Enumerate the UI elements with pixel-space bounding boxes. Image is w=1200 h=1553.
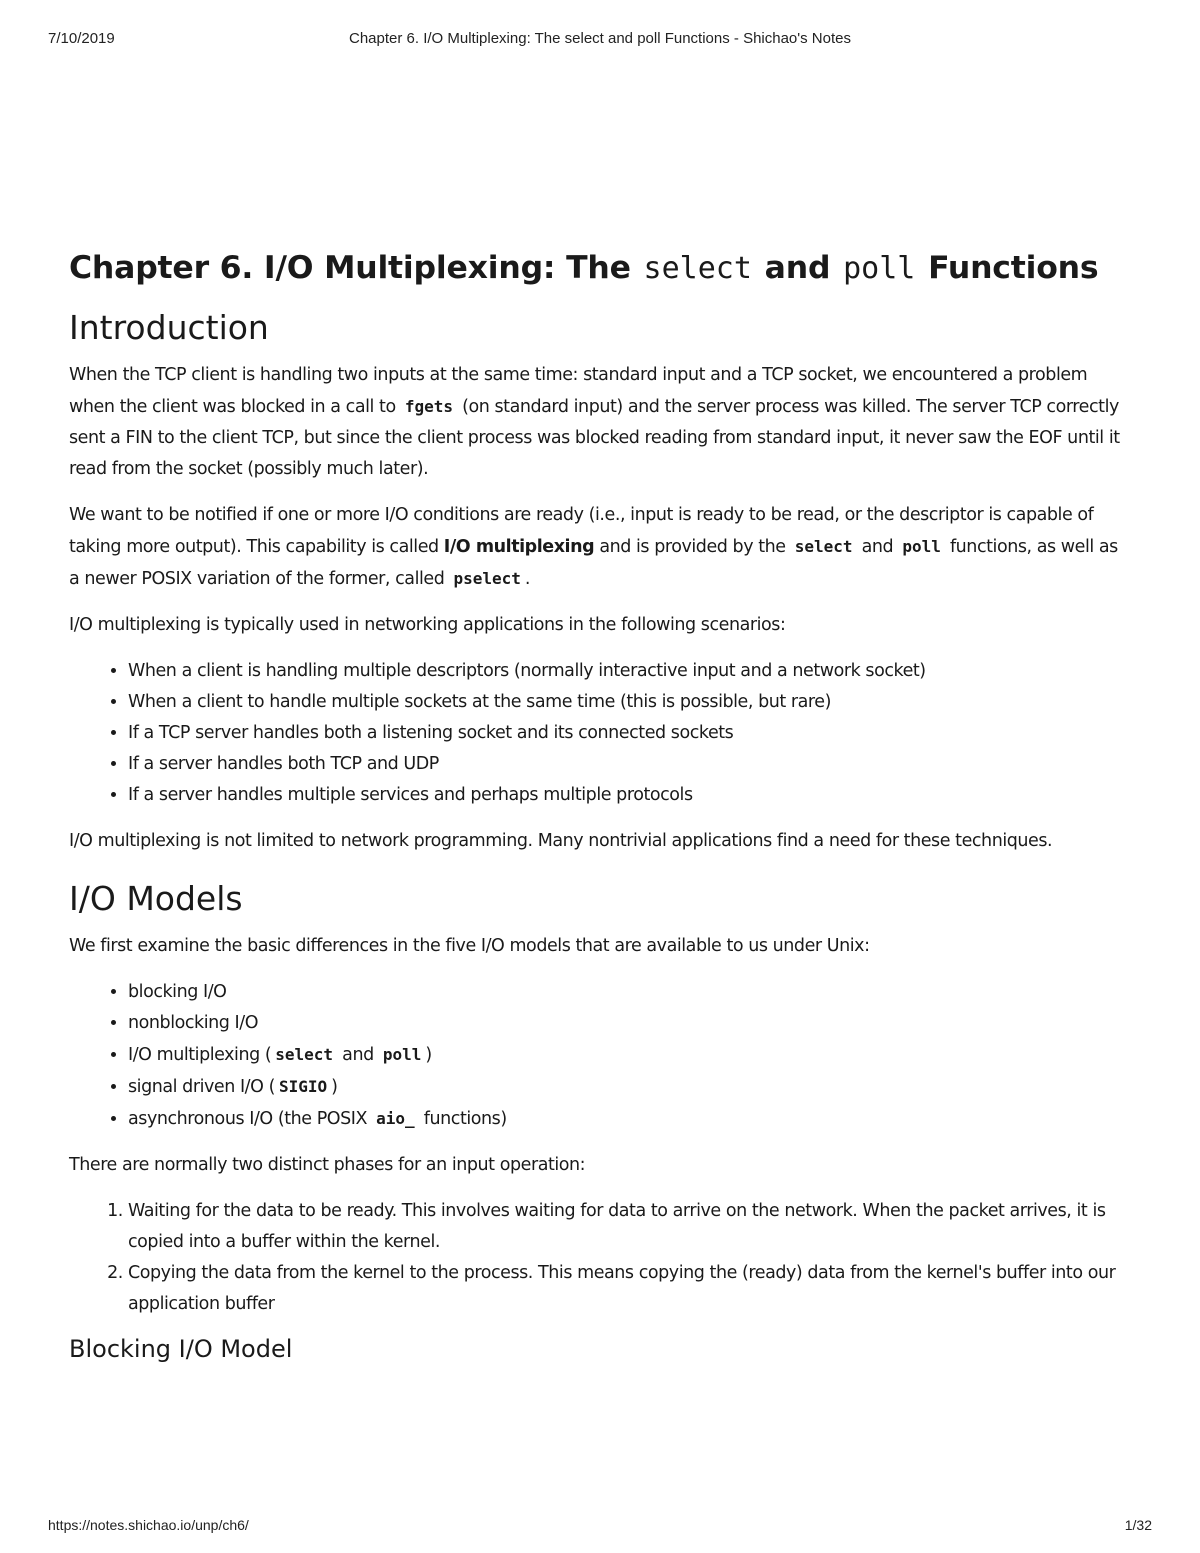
intro-paragraph-3: I/O multiplexing is typically used in networking applications in the following scenarios: <box>69 615 786 635</box>
title-code-poll: poll <box>843 251 916 286</box>
intro-paragraph-2 <box>69 500 1129 595</box>
text: and <box>856 537 899 557</box>
list-item: • When a client to handle multiple sockets at the same time (this is possible, but rare) <box>128 687 1129 718</box>
code-poll: poll <box>902 537 941 556</box>
text: ) <box>425 1045 432 1065</box>
list-item <box>128 1103 1129 1135</box>
models-paragraph-1: We first examine the basic differences in the five I/O models that are available to us under Unix: <box>69 936 870 956</box>
text: and is provided by the <box>594 537 791 557</box>
list-item: 1. Waiting for the data to be ready. This involves waiting for data to arrive on the network. When the packet arrives, it is copied into a buffer within the kernel. <box>128 1196 1129 1258</box>
title-text: Chapter 6. I/O Multiplexing: The <box>69 250 642 286</box>
intro-paragraph-1 <box>69 360 1129 485</box>
list-item: • If a server handles multiple services and perhaps multiple protocols <box>128 780 1129 811</box>
scenarios-list <box>69 656 1129 811</box>
list-item: • If a TCP server handles both a listening socket and its connected sockets <box>128 718 1129 749</box>
chapter-title <box>69 248 1129 289</box>
text: and <box>337 1045 379 1065</box>
title-code-select: select <box>643 251 752 286</box>
print-url: https://notes.shichao.io/unp/ch6/ <box>48 1517 249 1533</box>
code-pselect: pselect <box>453 569 521 588</box>
print-header <box>48 30 1152 50</box>
text: asynchronous I/O (the POSIX <box>128 1109 373 1129</box>
title-text: and <box>753 250 842 286</box>
text: When the TCP client is handling two inputs at the same time: standard input and a TCP socket, we encountered a problem when the client was blocked in a call to <box>69 365 1088 417</box>
io-models-list <box>69 977 1129 1135</box>
text: We want to be notified if one or more I/O conditions are ready (i.e., input is ready to be read, or the descriptor is capable of taking more output). This capability is called <box>69 505 1094 557</box>
heading-introduction: Introduction <box>69 308 269 347</box>
code-fgets: fgets <box>404 397 453 416</box>
list-item: • nonblocking I/O <box>128 1008 1129 1039</box>
page-number: 1/32 <box>1124 1517 1152 1533</box>
list-item: 2. Copying the data from the kernel to the process. This means copying the (ready) data from the kernel's buffer into our application buffer <box>128 1258 1129 1320</box>
list-item <box>128 1039 1129 1071</box>
list-item: • When a client is handling multiple descriptors (normally interactive input and a network socket) <box>128 656 1129 687</box>
phases-list <box>69 1196 1129 1320</box>
code-select: select <box>794 537 853 556</box>
heading-blocking-io-model: Blocking I/O Model <box>69 1335 293 1363</box>
title-text: Functions <box>917 250 1099 286</box>
text: functions) <box>418 1109 507 1129</box>
print-page-title: Chapter 6. I/O Multiplexing: The select and poll Functions - Shichao's Notes <box>348 30 851 47</box>
code-poll: poll <box>382 1045 422 1064</box>
text: functions, as well as a newer POSIX variation of the former, called <box>69 537 1118 589</box>
code-select: select <box>275 1045 334 1064</box>
text: ) <box>331 1077 338 1097</box>
text: signal driven I/O ( <box>128 1077 275 1097</box>
text: . <box>524 569 531 589</box>
article <box>69 248 1129 1365</box>
code-aio: aio_ <box>376 1109 415 1128</box>
heading-io-models: I/O Models <box>69 879 243 918</box>
print-date: 7/10/2019 <box>48 30 115 47</box>
text: (on standard input) and the server process was killed. The server TCP correctly sent a FIN to the client TCP, but since the client process was blocked reading from standard input, it never saw the EOF until it read from the socket (possibly much later). <box>69 397 1120 479</box>
intro-paragraph-4: I/O multiplexing is not limited to network programming. Many nontrivial applications find a need for these techniques. <box>69 831 1053 851</box>
list-item: • If a server handles both TCP and UDP <box>128 749 1129 780</box>
term-io-multiplexing: I/O multiplexing <box>443 537 595 557</box>
list-item: • blocking I/O <box>128 977 1129 1008</box>
text: I/O multiplexing ( <box>128 1045 272 1065</box>
print-footer <box>48 1517 1152 1537</box>
list-item <box>128 1071 1129 1103</box>
models-paragraph-2: There are normally two distinct phases for an input operation: <box>69 1155 586 1175</box>
code-sigio: SIGIO <box>278 1077 328 1096</box>
